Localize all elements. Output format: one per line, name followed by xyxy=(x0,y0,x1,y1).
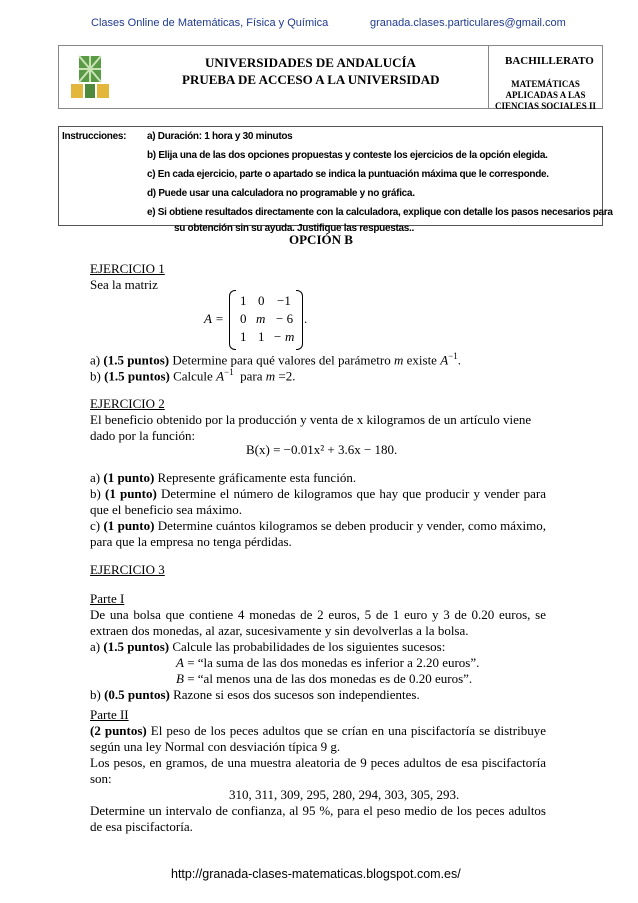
variable: A xyxy=(216,368,225,384)
points: (1.5 puntos) xyxy=(103,639,170,654)
footer-url[interactable]: http://granada-clases-matematicas.blogspot.com.es/ xyxy=(171,867,461,881)
variable: m xyxy=(393,352,404,368)
exercise-1-part-a: a) (1.5 puntos) Determine para qué valores del parámetro m existe $A^{-1}$. xyxy=(90,351,461,368)
variable: m xyxy=(265,368,276,384)
part-1-title: Parte I xyxy=(90,591,125,606)
exercise-1-part-b: b) (1.5 puntos) Calcule $A^{-1}$ para m =2. xyxy=(90,367,296,384)
part-text: Determine para qué valores del parámetro xyxy=(172,352,391,368)
exercise-2-part-b: b) (1 punto) Determine el número de kilogramos que hay que producir y vender para xyxy=(90,486,546,501)
matrix-left-paren xyxy=(229,290,236,350)
points: (2 puntos) xyxy=(90,723,147,738)
instruction-item: c) En cada ejercicio, parte o apartado se indica la puntuación máxima que le corresponde. xyxy=(147,169,549,180)
instruction-item: a) Duración: 1 hora y 30 minutos xyxy=(147,131,293,142)
instruction-item: b) Elija una de las dos opciones propuestas y conteste los ejercicios de la opción elegida. xyxy=(147,150,548,161)
matrix-cell: 1 xyxy=(240,329,247,344)
option-title: OPCIÓN B xyxy=(289,232,353,247)
exam-title: PRUEBA DE ACCESO A LA UNIVERSIDAD xyxy=(182,72,440,87)
exercise-1-title: EJERCICIO 1 xyxy=(90,261,165,276)
part-text: Determine un intervalo de confianza, al 95 %, para el peso medio de los peces adultos xyxy=(90,803,546,818)
exercise-2-part-b-cont: que el beneficio sea máximo. xyxy=(90,502,242,517)
exercise-2-title: EJERCICIO 2 xyxy=(90,396,165,411)
subject-line-2: APLICADAS A LAS xyxy=(505,90,586,100)
instruction-item: su obtención sin su ayuda. Justifique las respuestas.. xyxy=(174,223,414,234)
part-2-line: según una ley Normal con desviación típica 9 g. xyxy=(90,739,341,754)
exercise-2-part-c-cont: para que la empresa no tenga pérdidas. xyxy=(90,534,292,549)
variable: A xyxy=(176,655,184,670)
matrix-right-paren xyxy=(296,290,303,350)
exercise-2-part-c: c) (1 punto) Determine cuántos kilogramos se deben producir y vender, como máximo, xyxy=(90,518,547,533)
weights-data: 310, 311, 309, 295, 280, 294, 303, 305, 293. xyxy=(229,787,460,802)
points: (0.5 puntos) xyxy=(104,687,170,702)
subject-line-3: CIENCIAS SOCIALES II xyxy=(494,101,597,111)
part-2-line xyxy=(90,803,546,819)
part-text: Razone si esos dos sucesos son independientes. xyxy=(173,687,420,702)
points: (1.5 puntos) xyxy=(104,368,170,384)
part-text: Determine el número de kilogramos que hay que producir y vender para xyxy=(160,486,546,501)
instruction-item: e) Si obtiene resultados directamente con la calculadora, explique con detalle los pasos necesarios para xyxy=(147,207,613,218)
part-1-a: a) (1.5 puntos) Calcule las probabilidades de los siguientes sucesos: xyxy=(90,639,446,654)
matrix-name: A = xyxy=(204,311,224,326)
instructions-label: Instrucciones: xyxy=(62,131,127,142)
part-1-line xyxy=(90,607,546,623)
matrix-period: . xyxy=(304,311,308,326)
variable: B xyxy=(176,671,184,686)
event-b xyxy=(176,671,472,687)
matrix-cell: − m xyxy=(273,329,295,344)
header-site-name: Clases Online de Matemáticas, Física y Química xyxy=(91,17,329,29)
variable: A xyxy=(440,352,449,368)
instructions-box xyxy=(58,126,613,234)
matrix-cell: 0 xyxy=(258,293,265,308)
part-text: Determine cuántos kilogramos se deben producir y vender, como máximo, xyxy=(157,518,547,533)
exercise-2-line: El beneficio obtenido por la producción y venta de x kilogramos de un artículo viene xyxy=(90,412,532,427)
universities-title: UNIVERSIDADES DE ANDALUCÍA xyxy=(205,55,416,70)
university-logo xyxy=(67,54,111,100)
points: (1 punto) xyxy=(103,518,155,533)
matrix-cell: m xyxy=(256,311,266,326)
exercise-3-title: EJERCICIO 3 xyxy=(90,562,165,577)
subject-line-1: MATEMÁTICAS xyxy=(511,79,580,89)
header-email[interactable]: granada.clases.particulares@gmail.com xyxy=(370,17,566,29)
part-text: Calcule xyxy=(173,368,213,384)
exponent: −1 xyxy=(448,351,458,361)
part-1-line: extraen dos monedas, al azar, sucesivamente y sin devolverlas a la bolsa. xyxy=(90,623,469,638)
level-label: BACHILLERATO xyxy=(505,55,594,67)
points: (1 punto) xyxy=(103,470,155,485)
matrix-cell: −1 xyxy=(277,293,291,308)
part-text: De una bolsa que contiene 4 monedas de 2 euros, 5 de 1 euro y 3 de 0.20 euros, se xyxy=(90,607,546,622)
exam-header xyxy=(58,45,603,109)
exponent: −1 xyxy=(224,367,234,377)
points: (1.5 puntos) xyxy=(103,352,170,368)
part-text: . xyxy=(457,352,461,368)
matrix-cell: 0 xyxy=(240,311,247,326)
exercise-1-intro: Sea la matriz xyxy=(90,277,158,292)
part-text: = “al menos una de las dos monedas es de 0.20 euros”. xyxy=(187,671,473,686)
matrix-cell: 1 xyxy=(258,329,265,344)
points: (1 punto) xyxy=(104,486,157,501)
exercise-2-part-a: a) (1 punto) Represente gráficamente esta función. xyxy=(90,470,357,485)
part-text: existe xyxy=(406,352,437,368)
instruction-item: d) Puede usar una calculadora no programable y no gráfica. xyxy=(147,188,415,199)
part-2-line xyxy=(90,755,546,771)
part-text: El peso de los peces adultos que se crían en una piscifactoría se distribuye xyxy=(150,723,546,738)
part-1-b: b) (0.5 puntos) Razone si esos dos sucesos son independientes. xyxy=(90,687,420,702)
part-text: Represente gráficamente esta función. xyxy=(157,470,357,485)
part-text: =2. xyxy=(278,368,296,384)
profit-formula: B(x) = −0.01x² + 3.6x − 180. xyxy=(246,442,398,457)
exercise-2-line: dado por la función: xyxy=(90,428,196,443)
part-text: = “la suma de las dos monedas es inferior a 2.20 euros”. xyxy=(187,655,480,670)
matrix-cell: − 6 xyxy=(276,311,294,326)
event-a xyxy=(176,655,479,671)
part-text: para xyxy=(240,368,263,384)
part-2-line: son: xyxy=(90,771,112,786)
part-2-line xyxy=(90,723,546,739)
matrix-cell: 1 xyxy=(240,293,247,308)
part-text: Los pesos, en gramos, de una muestra aleatoria de 9 peces adultos de esa piscifactoría xyxy=(90,755,546,770)
part-text: Calcule las probabilidades de los siguientes sucesos: xyxy=(172,639,446,654)
part-2-line: de esa piscifactoría. xyxy=(90,819,193,834)
part-2-title: Parte II xyxy=(90,707,129,722)
